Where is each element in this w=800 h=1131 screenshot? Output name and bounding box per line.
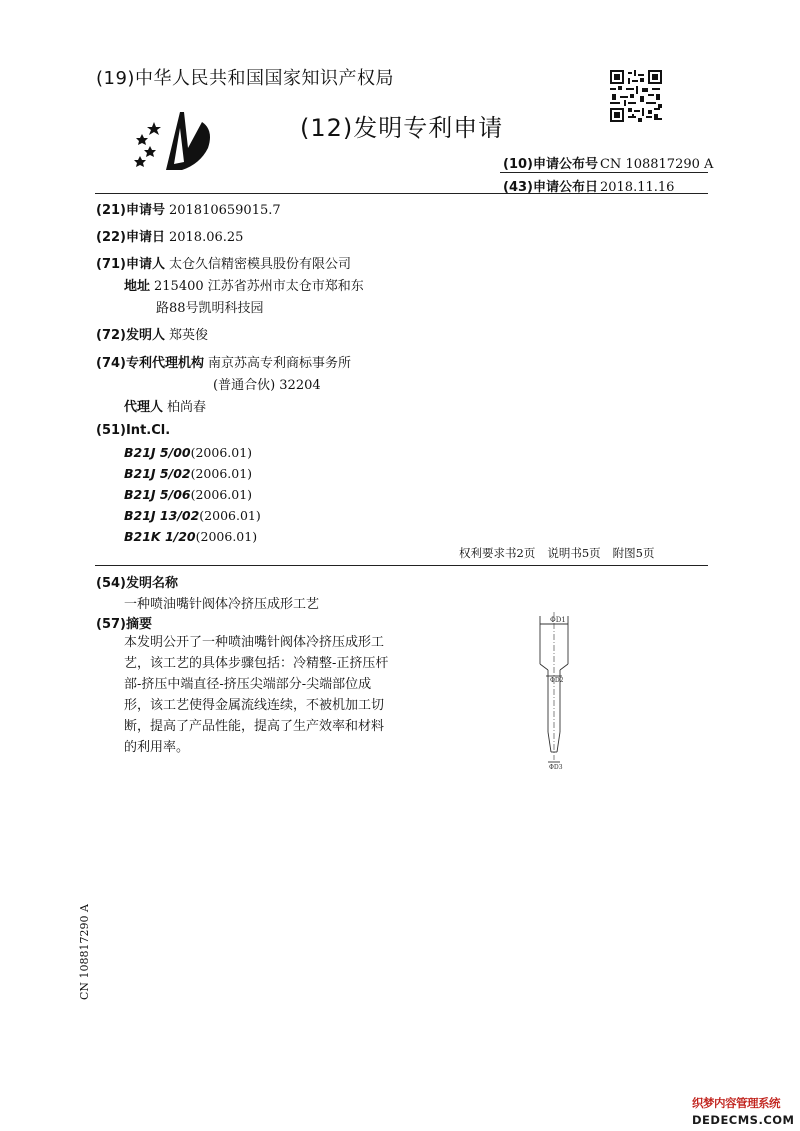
patent-agency-line-1: 南京苏高专利商标事务所: [207, 356, 351, 371]
publication-number-value: CN 108817290 A: [599, 157, 714, 172]
figure-body: [540, 664, 548, 670]
office-name: (19)中华人民共和国国家知识产权局: [96, 68, 394, 89]
ipc-date: (2006.01): [199, 508, 261, 523]
invention-title: [124, 593, 319, 612]
application-date: [96, 226, 243, 245]
ipc-entry: [124, 487, 252, 502]
abstract-heading: [96, 613, 152, 632]
applicant: [96, 253, 351, 272]
claims-pages: 权利要求书2页: [459, 546, 536, 560]
logo-star-1: [147, 122, 161, 135]
invention-title-value: 一种喷油嘴针阀体冷挤压成形工艺: [124, 597, 320, 612]
figure-body: [560, 664, 568, 670]
figure-dim-bottom: ΦD3: [549, 764, 563, 770]
logo-shape: [166, 112, 210, 170]
patent-agency: [96, 352, 351, 371]
applicant-value: 太仓久信精密模具股份有限公司: [168, 257, 351, 272]
address-label: 地址: [124, 279, 151, 294]
abstract-figure: [520, 612, 590, 770]
inventor-label: (72)发明人: [96, 328, 165, 343]
divider-top: [95, 193, 708, 194]
ipc-code: B21J 5/02: [124, 466, 191, 481]
publication-date-value: 2018.11.16: [599, 180, 675, 195]
ipc-heading: [96, 423, 170, 438]
application-number: [96, 199, 281, 218]
agent: [124, 396, 206, 415]
ipc-date: (2006.01): [190, 466, 253, 481]
publication-number: [503, 153, 713, 172]
application-date-value: 2018.06.25: [168, 230, 244, 245]
ipc-code: B21K 1/20: [124, 529, 196, 544]
logo-star-4: [134, 156, 146, 167]
ipc-date: (2006.01): [195, 529, 258, 544]
ipc-code: B21J 13/02: [124, 508, 200, 523]
figure-body: [557, 732, 560, 752]
description-pages: 说明书5页: [547, 546, 601, 560]
patent-agency-label: (74)专利代理机构: [96, 356, 204, 371]
ipc-entry: [124, 529, 257, 544]
cnipa-logo: [128, 108, 220, 174]
agent-value: 柏尚春: [167, 400, 207, 415]
abstract-text: 本发明公开了一种喷油嘴针阀体冷挤压成形工艺，该工艺的具体步骤包括：冷精整-正挤压杆部-挤压中端直径-挤压尖端部分-尖端部位成形，该工艺使得金属流线连续，不被机加工切断，提高了产品性能，提高了生产效率和材料的利用率。: [124, 635, 389, 755]
figure-body: [548, 732, 551, 752]
application-date-label: (22)申请日: [96, 230, 165, 245]
ipc-date: (2006.01): [190, 487, 253, 502]
figure-dim-top: ΦD1: [550, 616, 566, 624]
ipc-entry: [124, 508, 261, 523]
document-type: (12)发明专利申请: [300, 114, 504, 142]
ipc-entry: [124, 445, 252, 460]
address: [124, 275, 364, 294]
applicant-label: (71)申请人: [96, 257, 165, 272]
ipc-code: B21J 5/06: [124, 487, 191, 502]
application-number-value: 201810659015.7: [168, 203, 281, 218]
invention-title-label: (54)发明名称: [96, 576, 178, 591]
divider-pub: [500, 172, 708, 173]
drawings-pages: 附图5页: [612, 546, 655, 560]
ipc-label: (51)Int.Cl.: [96, 423, 171, 438]
inventor-value: 郑英俊: [168, 328, 208, 343]
watermark-line-2: DEDECMS.COM: [692, 1113, 795, 1127]
watermark-line-1: 织梦内容管理系统: [692, 1096, 780, 1110]
inventor: [96, 324, 208, 343]
patent-agency-continued: [213, 374, 321, 393]
abstract-label: (57)摘要: [96, 617, 152, 632]
publication-date-label: (43)申请公布日: [503, 180, 598, 195]
agent-label: 代理人: [124, 400, 164, 415]
divider-bottom: [95, 565, 708, 566]
publication-number-label: (10)申请公布号: [503, 157, 598, 172]
address-line-2: 路88号凯明科技园: [156, 301, 264, 316]
ipc-date: (2006.01): [190, 445, 253, 460]
address-line-1: 215400 江苏省苏州市太仓市郑和东: [154, 279, 364, 294]
address-continued: [156, 297, 264, 316]
side-publication-number: CN 108817290 A: [78, 904, 91, 1000]
logo-star-3: [144, 146, 156, 157]
logo-star-2: [136, 134, 148, 145]
invention-title-heading: [96, 572, 178, 591]
qr-code: [610, 70, 662, 122]
application-number-label: (21)申请号: [96, 203, 165, 218]
figure-dim-mid: ΦD2: [550, 677, 564, 684]
page-counts: [459, 545, 666, 561]
patent-agency-line-2: (普通合伙) 32204: [213, 378, 321, 393]
ipc-code: B21J 5/00: [124, 445, 191, 460]
ipc-entry: [124, 466, 252, 481]
